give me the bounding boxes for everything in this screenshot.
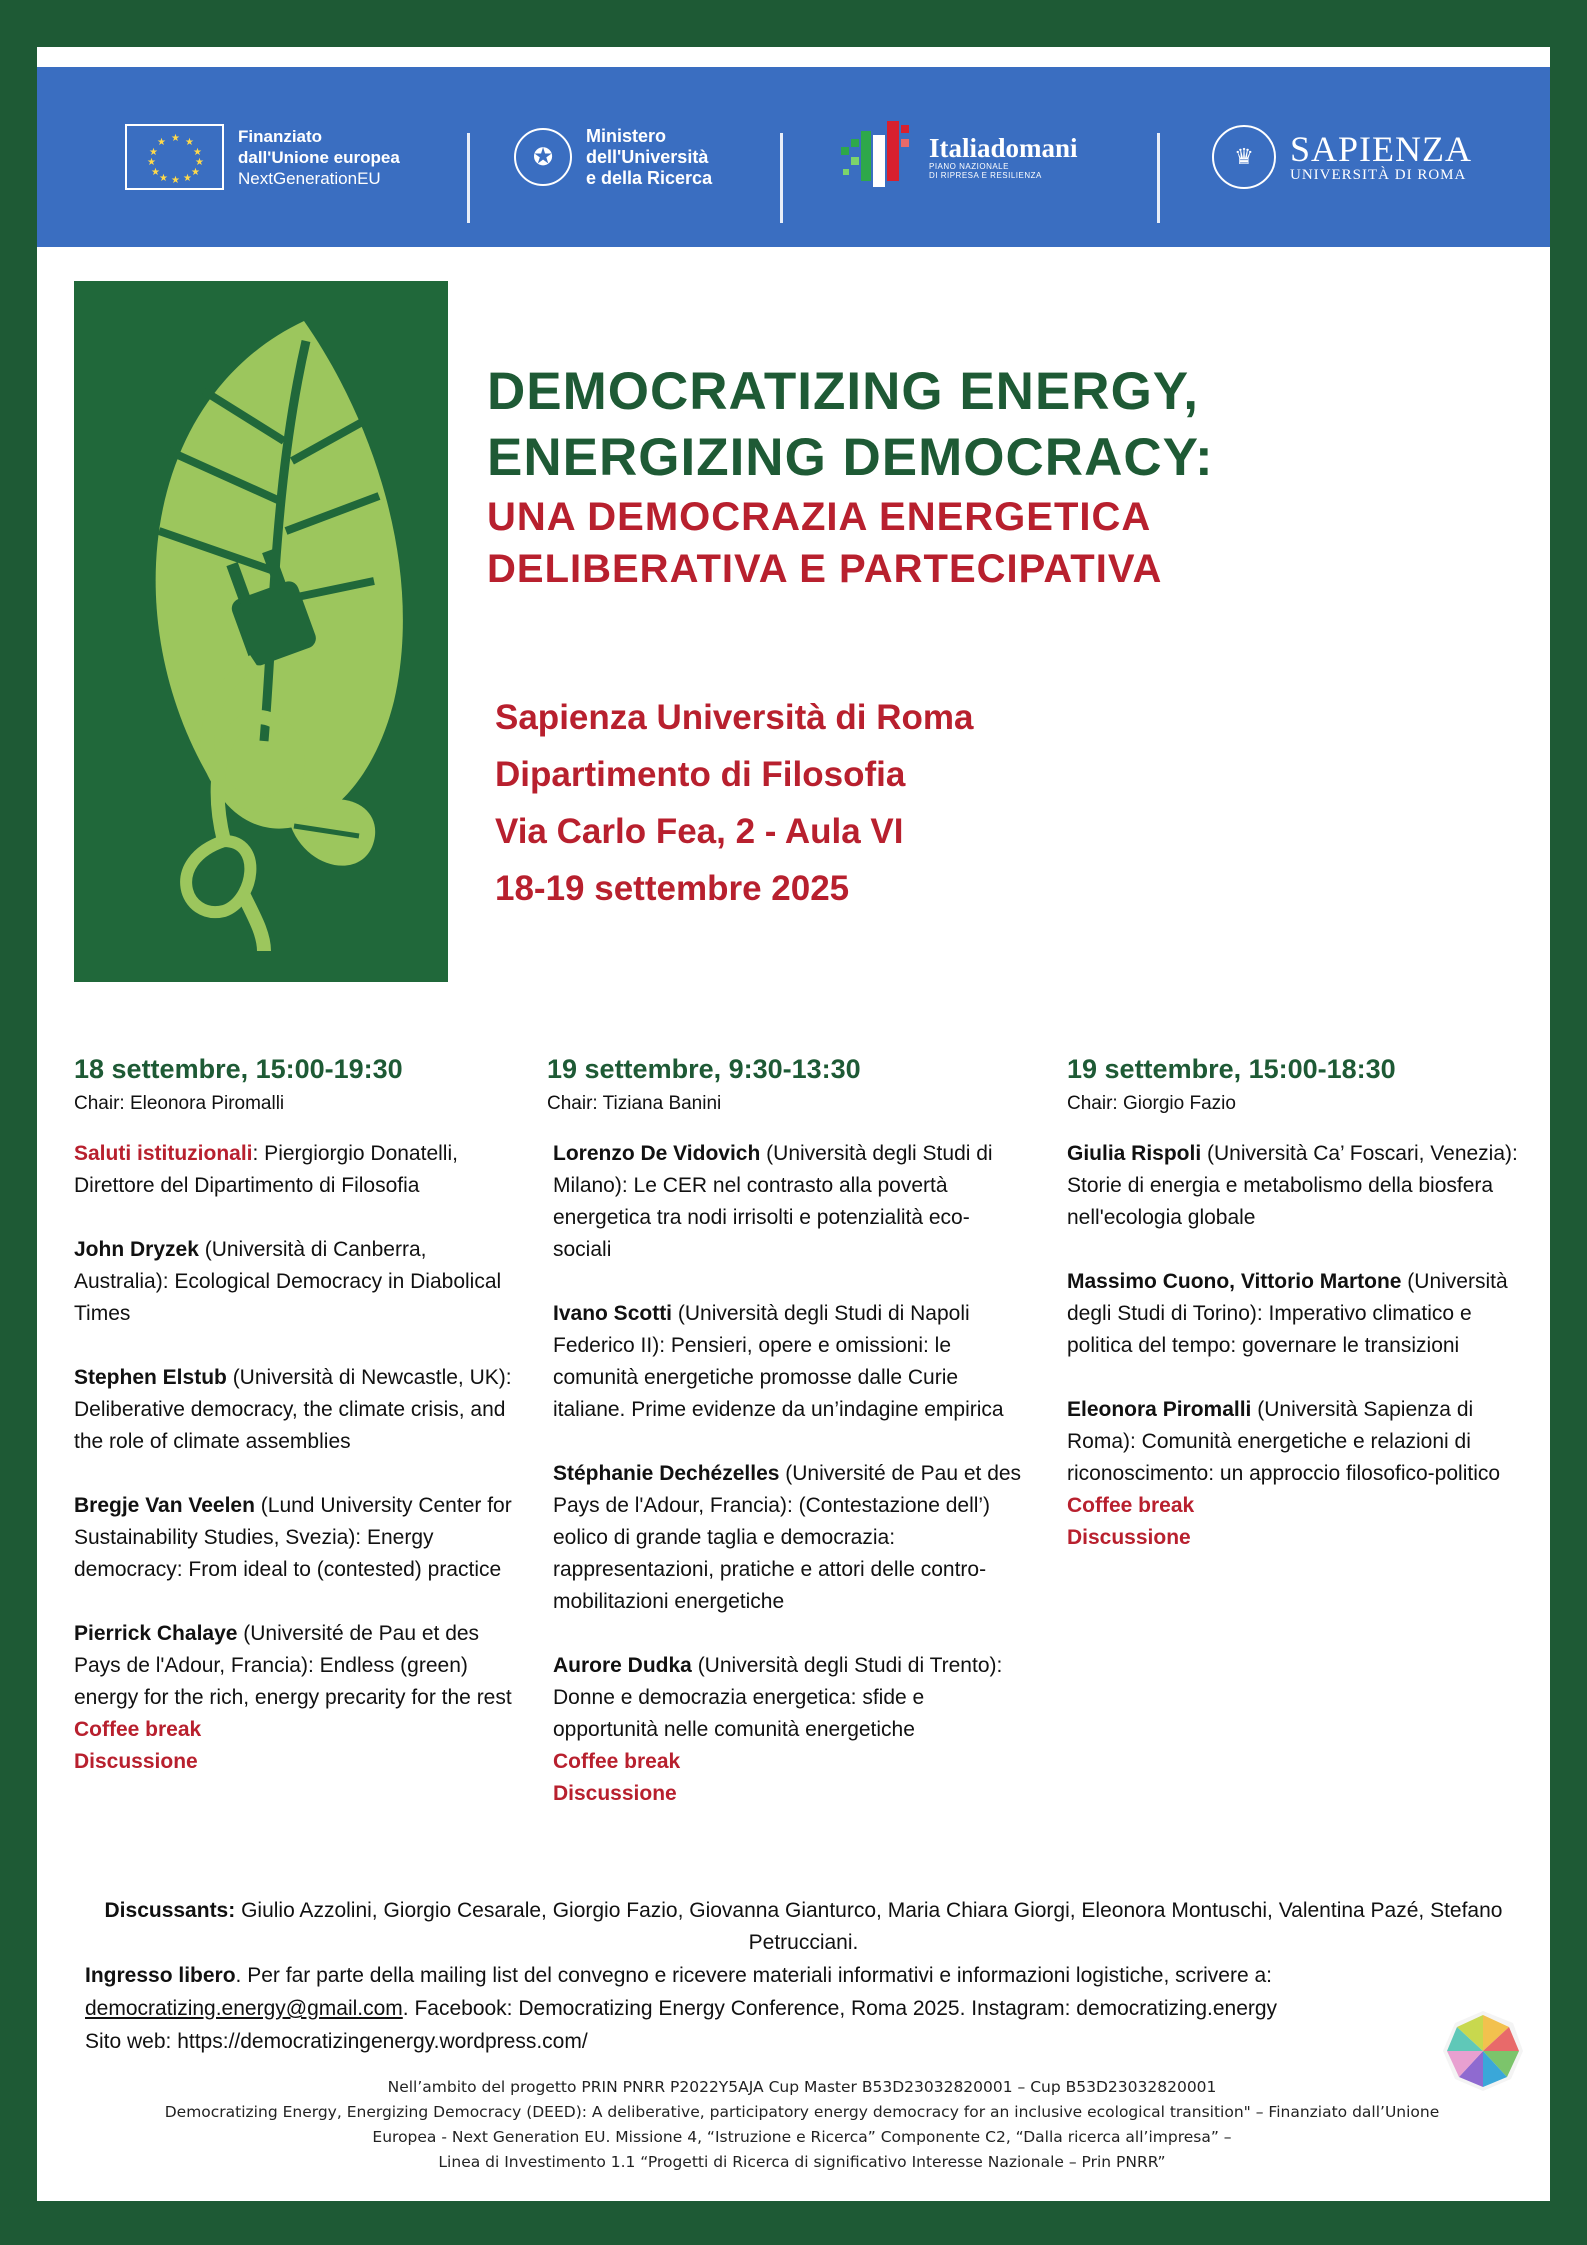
talk-item: Ivano Scotti (Università degli Studi di Napoli Federico II): Pensieri, opere e omissioni: le comunità energetiche promosse dalle Curie italiane. Prime evidenze da un’indagine empirica (553, 1302, 1004, 1421)
footer-line-2: Democratizing Energy, Energizing Democracy (DEED): A deliberative, participatory energy democracy for an inclusive ecological transition" – Finanziato dall’Unione (164, 2103, 1440, 2121)
divider (780, 133, 783, 223)
divider (1157, 133, 1160, 223)
venue-address: Via Carlo Fea, 2 - Aula VI (495, 812, 904, 851)
talk-item: Giulia Rispoli (Università Ca’ Foscari, Venezia): Storie di energia e metabolismo della biosfera nell'ecologia globale (1067, 1142, 1518, 1229)
talk-item: Massimo Cuono, Vittorio Martone (Università degli Studi di Torino): Imperativo climatico e politica del tempo: governare le transizioni (1067, 1270, 1508, 1357)
venue-dates: 18-19 settembre 2025 (495, 869, 850, 908)
mur-line3: e della Ricerca (586, 167, 713, 188)
italia-suffix: domani (990, 133, 1078, 163)
italiadomani-logo (837, 67, 1078, 247)
mur-line1: Ministero (586, 125, 667, 146)
sapienza-logo (1212, 67, 1472, 247)
session-heading: 19 settembre, 15:00-18:30 (1067, 1054, 1396, 1084)
discussion: Discussione (553, 1782, 677, 1805)
title-line-1: DEMOCRATIZING ENERGY, (487, 362, 1199, 421)
title-line-2: ENERGIZING DEMOCRACY: (487, 428, 1214, 487)
italian-flag-mosaic-icon (837, 117, 919, 197)
discussants-label: Discussants: (104, 1899, 236, 1922)
talk-item: Lorenzo De Vidovich (Università degli Studi di Milano): Le CER nel contrasto alla povertà energetica tra nodi irrisolti e potenzialità eco-sociali (553, 1142, 993, 1261)
subtitle-line-1: UNA DEMOCRAZIA ENERGETICA (487, 495, 1152, 539)
talk-item: John Dryzek (Università di Canberra, Australia): Ecological Democracy in Diabolical Times (74, 1238, 502, 1325)
coffee-break: Coffee break (1067, 1494, 1195, 1517)
session-chair: Chair: Giorgio Fazio (1067, 1093, 1236, 1114)
footer-line-4: Linea di Investimento 1.1 “Progetti di Ricerca di significativo Interesse Nazionale – Prin PNRR” (438, 2153, 1166, 2171)
mur-line2: dell'Università (586, 146, 709, 167)
venue-department: Dipartimento di Filosofia (495, 755, 906, 794)
italian-emblem-icon: ✪ (514, 128, 572, 186)
session-chair: Chair: Eleonora Piromalli (74, 1093, 285, 1114)
leaf-plug-icon (74, 281, 448, 982)
italia-sub2: DI RIPRESA E RESILIENZA (929, 171, 1042, 180)
talk-item: Saluti istituzionali: Piergiorgio Donatelli, Direttore del Dipartimento di Filosofia (74, 1142, 458, 1197)
eu-line2: dall'Unione europea (238, 147, 400, 167)
eu-line3: NextGenerationEU (238, 168, 381, 188)
session-heading: 18 settembre, 15:00-19:30 (74, 1054, 403, 1084)
talk-item: Stéphanie Dechézelles (Université de Pau et des Pays de l'Adour, Francia): (Contestazione dell’) eolico di grande taglia e democrazia: rappresentazioni, pratiche e attori delle contro-mobilitazioni energetiche (553, 1462, 1022, 1613)
session-chair: Chair: Tiziana Banini (547, 1093, 722, 1114)
discussion: Discussione (1067, 1526, 1191, 1549)
sapienza-seal-icon: ♛ (1212, 125, 1276, 189)
website-line[interactable]: Sito web: https://democratizingenergy.wordpress.com/ (85, 2030, 588, 2053)
sapienza-sub: UNIVERSITÀ DI ROMA (1290, 166, 1467, 183)
talk-item: Pierrick Chalaye (Université de Pau et des Pays de l'Adour, Francia): Endless (green) energy for the rich, energy precarity for the rest (74, 1622, 512, 1709)
coffee-break: Coffee break (74, 1718, 202, 1741)
footer-line-1: Nell’ambito del progetto PRIN PNRR P2022Y5AJA Cup Master B53D23032820001 – Cup B53D23032820001 (387, 2078, 1217, 2096)
email-link[interactable]: democratizing.energy@gmail.com (85, 1997, 403, 2020)
talk-item: Aurore Dudka (Università degli Studi di Trento): Donne e democrazia energetica: sfide e opportunità nelle comunità energetiche (553, 1654, 1003, 1741)
conference-title (487, 359, 1537, 595)
talk-item: Bregje Van Veelen (Lund University Center for Sustainability Studies, Svezia): Energy democracy: From ideal to (contested) practice (74, 1494, 512, 1581)
discussants-names: Giulio Azzolini, Giorgio Cesarale, Giorgio Fazio, Giovanna Gianturco, Maria Chiara Giorgi, Eleonora Montuschi, Valentina Pazé, Stefano Petrucciani. (235, 1899, 1503, 1954)
poster (37, 47, 1550, 2201)
italia-sub1: PIANO NAZIONALE (929, 162, 1009, 171)
footer-line-3: Europea - Next Generation EU. Missione 4, “Istruzione e Ricerca” Componente C2, “Dalla ricerca all’impresa” – (372, 2128, 1232, 2146)
sapienza-name: SAPIENZA (1290, 128, 1473, 169)
mur-logo (514, 67, 712, 247)
funding-footer (87, 2075, 1517, 2175)
session-heading: 19 settembre, 9:30-13:30 (547, 1054, 861, 1084)
session-column (547, 1052, 1027, 1810)
venue-university: Sapienza Università di Roma (495, 698, 974, 737)
leaf-plug-illustration (74, 281, 448, 982)
italia-prefix: Italia (929, 133, 991, 163)
session-column (74, 1052, 524, 1778)
eu-line1: Finanziato (238, 126, 323, 146)
discussion: Discussione (74, 1750, 198, 1773)
ingresso-label: Ingresso libero (85, 1964, 236, 1987)
talk-item: Stephen Elstub (Università di Newcastle, UK): Deliberative democracy, the climate crisis, and the role of climate assemblies (74, 1366, 512, 1453)
eu-logo (125, 67, 400, 247)
subtitle-line-2: DELIBERATIVA E PARTECIPATIVA (487, 547, 1163, 591)
discussants (55, 1895, 1552, 1959)
divider (467, 133, 470, 223)
coffee-break: Coffee break (553, 1750, 681, 1773)
funding-banner (37, 67, 1550, 247)
talk-item: Eleonora Piromalli (Università Sapienza di Roma): Comunità energetiche e relazioni di riconoscimento: un approccio filosofico-politico (1067, 1398, 1501, 1485)
session-column (1067, 1052, 1537, 1554)
venue-info (495, 689, 1195, 917)
registration-info: Ingresso libero. Per far parte della mailing list del convegno e ricevere materiali informativi e informazioni logistiche, scrivere a: democratizing.energy@gmail.com. Facebook: Democratizing Energy Conference, Roma 2025. Instagram: democratizing.energy Sito web: https://democratizingenergy.wordpress.com/ (85, 1959, 1525, 2058)
eu-flag-icon: ★ ★ ★ ★ ★ ★ ★ ★ ★ ★ ★ ★ (125, 124, 224, 190)
